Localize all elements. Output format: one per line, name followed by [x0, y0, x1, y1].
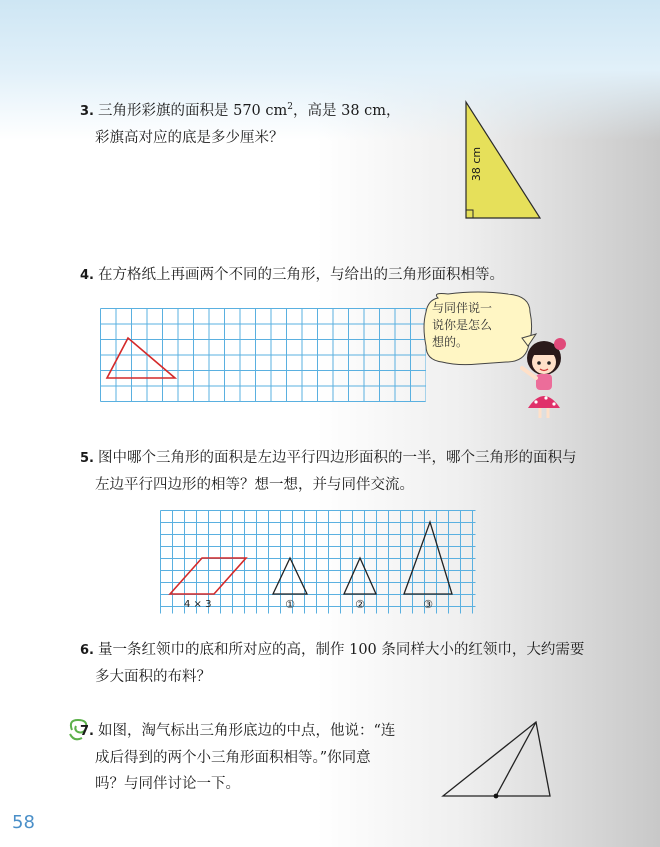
grid-lines	[101, 309, 427, 402]
bubble-text	[432, 300, 492, 351]
midpoint-triangle	[438, 716, 558, 802]
grid-paper-q4	[100, 308, 426, 402]
girl-skirt	[528, 396, 560, 408]
median-line	[496, 722, 536, 796]
height-label: 38 cm	[470, 146, 483, 182]
triangle-2-label: ②	[355, 598, 365, 611]
girl-bangs	[531, 348, 557, 355]
skirt-dot	[552, 402, 555, 405]
q6-text-line2: 多大面积的布料？	[95, 669, 211, 685]
skirt-dot	[534, 400, 537, 403]
yellow-triangle-flag	[440, 96, 550, 226]
question-number: 6.	[80, 643, 94, 658]
q5-text-line2: 左边平行四边形的相等？想一想，并与同伴交流。	[95, 477, 414, 493]
given-triangle	[107, 338, 175, 378]
grid-paper-q5	[160, 510, 476, 614]
question-4	[80, 262, 504, 289]
girl-eye-left	[537, 361, 541, 365]
triangle-1-label: ①	[285, 598, 295, 611]
question-number: 3.	[80, 103, 94, 119]
question-6	[80, 637, 584, 690]
q4-text: 在方格纸上再画两个不同的三角形，与给出的三角形面积相等。	[97, 267, 504, 283]
girl-shirt	[536, 374, 552, 390]
question-3	[80, 94, 401, 151]
parallelogram-label: 4 × 3	[184, 599, 212, 610]
question-number: 7.	[80, 724, 94, 739]
bubble-line-3: 想的。	[432, 335, 469, 349]
q3-text-b: ，高是 38 cm，	[292, 102, 401, 119]
question-number: 5.	[80, 451, 94, 466]
girl-illustration	[512, 330, 572, 422]
bubble-line-2: 说你是怎么	[432, 318, 493, 332]
hair-bow	[554, 338, 566, 350]
q3-text-a: 三角形彩旗的面积是 570 cm	[97, 102, 288, 119]
q6-text-line1: 量一条红领巾的底和所对应的高，制作 100 条同样大小的红领巾，大约需要	[97, 642, 585, 658]
q3-superscript: 2	[287, 102, 293, 112]
triangle-1	[273, 558, 307, 594]
q3-text-line2: 彩旗高对应的底是多少厘米？	[95, 129, 284, 146]
q7-text-line1: 如图，淘气标出三角形底边的中点，他说：“连	[97, 723, 396, 739]
q7-text-line2: 成后得到的两个小三角形面积相等。”你同意	[95, 750, 371, 766]
page-number: 58	[12, 812, 35, 833]
question-7	[80, 718, 395, 797]
bubble-line-1: 与同伴说一	[432, 301, 493, 315]
skirt-dot	[544, 396, 547, 399]
question-5	[80, 445, 576, 498]
question-number: 4.	[80, 268, 94, 283]
triangle-3-label: ③	[423, 598, 433, 611]
triangle-2	[344, 558, 376, 594]
outer-triangle	[443, 722, 550, 796]
girl-eye-right	[547, 361, 551, 365]
q7-text-line3: 吗？与同伴讨论一下。	[95, 776, 240, 792]
midpoint-dot	[494, 794, 499, 799]
q5-text-line1: 图中哪个三角形的面积是左边平行四边形面积的一半，哪个三角形的面积与	[97, 450, 577, 466]
